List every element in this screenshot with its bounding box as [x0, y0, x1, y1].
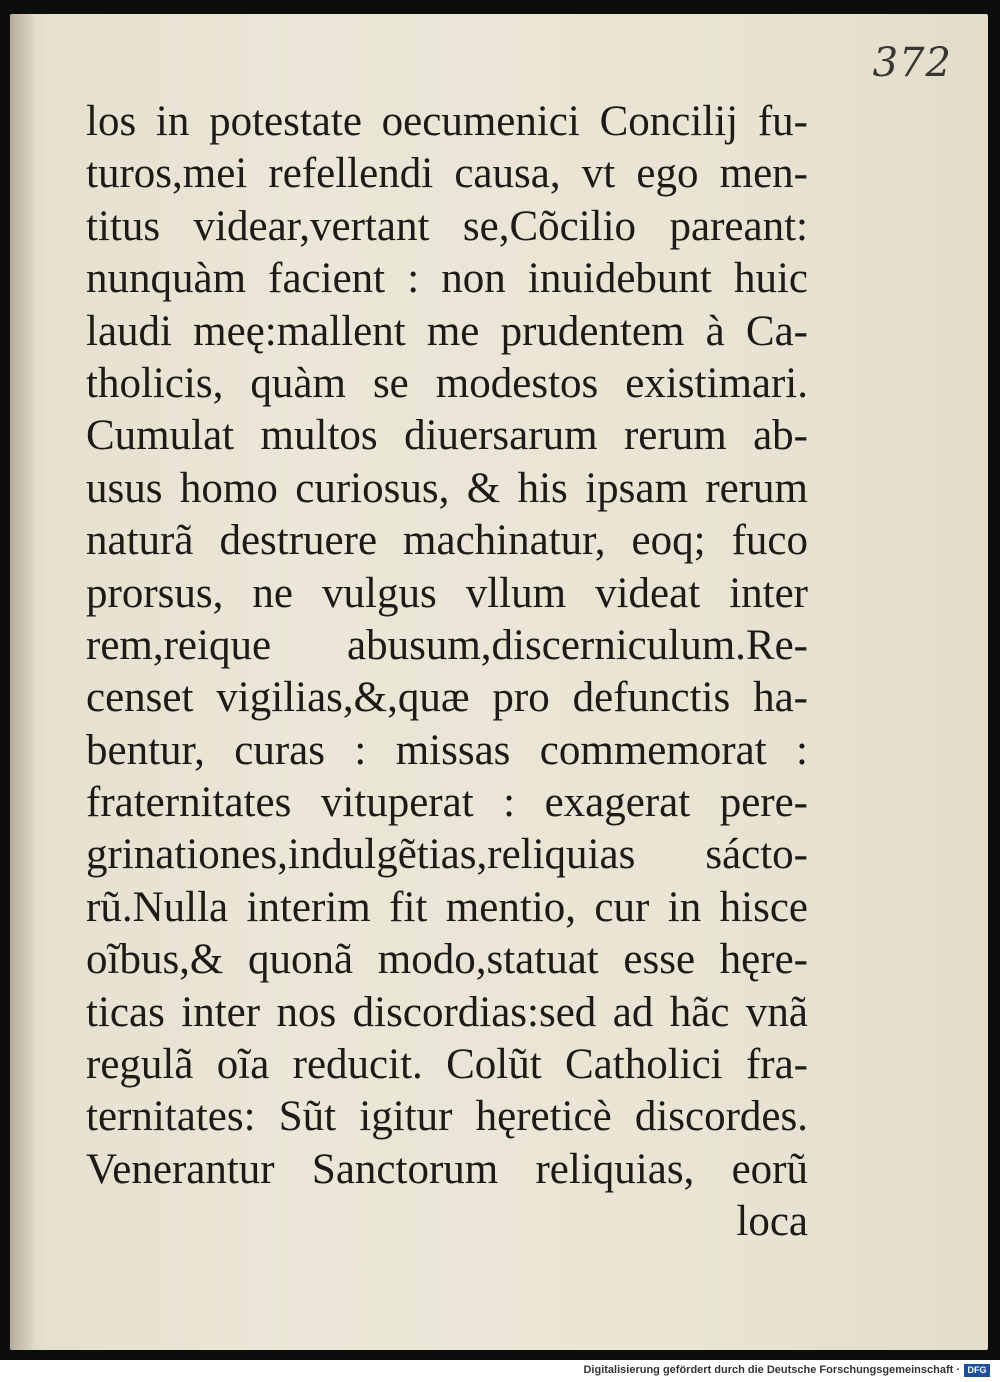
- text-line: laudi meę:mallent me prudentem à Ca-: [86, 307, 808, 355]
- text-line: naturã destruere machinatur, eoq; fuco: [86, 517, 808, 565]
- text-line: rũ.Nulla interim fit mentio, cur in hisce: [86, 883, 808, 931]
- text-line: usus homo curiosus, & his ipsam rerum: [86, 464, 808, 512]
- text-line: loca: [736, 1198, 808, 1246]
- text-line: turos,mei refellendi causa, vt ego men-: [86, 150, 808, 198]
- text-line: regulã oĩa reducit. Colũt Catholici fra-: [86, 1041, 808, 1089]
- text-line: titus videar,vertant se,Cõcilio pareant:: [86, 202, 808, 250]
- text-line: fraternitates vituperat : exagerat pere-: [86, 779, 808, 827]
- text-line: nunquàm facient : non inuidebunt huic: [86, 255, 808, 303]
- book-page: [10, 14, 988, 1350]
- dfg-logo: DFG: [964, 1364, 990, 1377]
- text-line: Venerantur Sanctorum reliquias, eorũ: [86, 1145, 808, 1193]
- footer-bar: [0, 1360, 1000, 1382]
- text-line: grinationes,indulgẽtias,reliquias sácto-: [86, 831, 808, 879]
- text-line: Cumulat multos diuersarum rerum ab-: [86, 412, 808, 460]
- folio-number: 372: [872, 40, 952, 86]
- text-line: ticas inter nos discordias:sed ad hãc vnã: [86, 988, 808, 1036]
- text-line: tholicis, quàm se modestos existimari.: [86, 359, 808, 407]
- text-line: bentur, curas : missas commemorat :: [86, 726, 808, 774]
- text-line: oĩbus,& quonã modo,statuat esse hęre-: [86, 936, 808, 984]
- text-block: [86, 96, 808, 1249]
- funding-credit: Digitalisierung gefördert durch die Deutsche Forschungsgemeinschaft ·: [583, 1364, 960, 1376]
- text-line: los in potestate oecumenici Concilij fu-: [86, 98, 808, 145]
- text-line: censet vigilias,&,quæ pro defunctis ha-: [86, 674, 808, 722]
- text-line: rem,reique abusum,discerniculum.Re-: [86, 621, 808, 669]
- text-line: prorsus, ne vulgus vllum videat inter: [86, 569, 808, 617]
- text-line: ternitates: Sũt igitur hęreticè discordes.: [86, 1093, 808, 1141]
